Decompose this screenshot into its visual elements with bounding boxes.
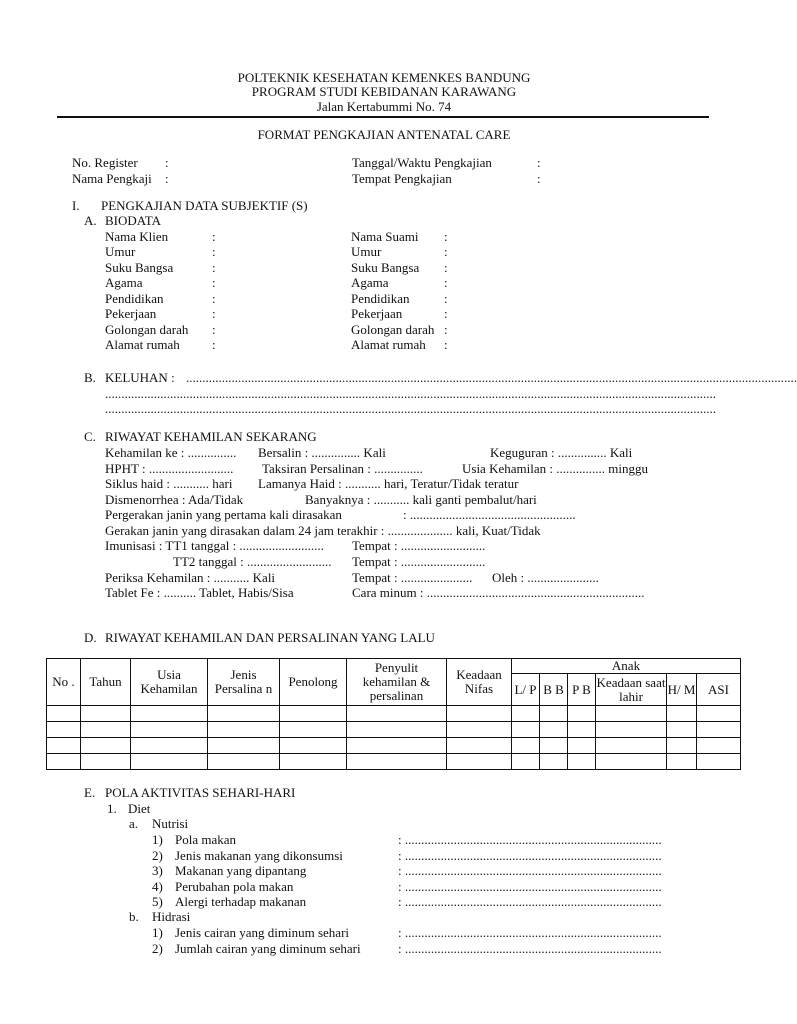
- table-row: [47, 754, 741, 770]
- list-item-fill: : ...............................................................................: [398, 925, 662, 940]
- table-cell: [81, 722, 131, 738]
- biodata-label-klien: Nama Klien: [105, 229, 169, 244]
- list-item-label: Alergi terhadap makanan: [175, 894, 307, 909]
- diet-number: 1.: [107, 801, 117, 816]
- list-item-number: 2): [152, 847, 163, 863]
- table-cell: [280, 706, 347, 722]
- col-pb: P B: [568, 674, 596, 706]
- keluhan-dots: ............................................................................................................................................................................................: [105, 401, 716, 416]
- pola-aktivitas-title: POLA AKTIVITAS SEHARI-HARI: [105, 785, 296, 800]
- no-register-label: No. Register: [72, 155, 138, 170]
- table-cell: [596, 754, 667, 770]
- col-jenis-persalinan: Jenis Persalina n: [208, 659, 280, 706]
- table-cell: [47, 738, 81, 754]
- biodata-label-klien: Suku Bangsa: [105, 260, 174, 275]
- subsection-letter: A.: [84, 213, 97, 228]
- table-cell: [697, 706, 741, 722]
- biodata-label-klien: Umur: [105, 244, 136, 259]
- institution-name: POLTEKNIK KESEHATAN KEMENKES BANDUNG: [237, 70, 531, 85]
- col-bb: B B: [540, 674, 568, 706]
- table-cell: [280, 754, 347, 770]
- table-cell: [47, 722, 81, 738]
- table-cell: [540, 738, 568, 754]
- table-cell: [667, 738, 697, 754]
- biodata-label-klien: Pendidikan: [105, 291, 164, 306]
- list-item-number: 4): [152, 878, 163, 894]
- riwayat-lalu-table: [46, 658, 741, 770]
- kehamilan-ke: Kehamilan ke : ...............: [105, 445, 237, 460]
- list-item-label: Jenis makanan yang dikonsumsi: [175, 847, 343, 863]
- colon: :: [212, 322, 216, 337]
- table-cell: [447, 706, 512, 722]
- list-item-number: 1): [152, 925, 163, 940]
- col-keadaan-lahir: Keadaan saat lahir: [596, 674, 666, 704]
- col-tahun: Tahun: [81, 659, 131, 706]
- institution-address: Jalan Kertabummi No. 74: [316, 99, 452, 114]
- list-item-number: 2): [152, 940, 163, 956]
- table-cell: [512, 754, 540, 770]
- table-cell: [697, 754, 741, 770]
- table-cell: [131, 722, 208, 738]
- dismenorrhea: Dismenorrhea : Ada/Tidak: [105, 492, 244, 507]
- nama-pengkaji-label: Nama Pengkaji: [72, 171, 152, 186]
- table-cell: [697, 722, 741, 738]
- gerakan-janin: Gerakan janin yang dirasakan dalam 24 jam terakhir : .................... kali, Kuat/Tidak: [105, 523, 541, 538]
- colon: :: [444, 337, 448, 352]
- form-title: FORMAT PENGKAJIAN ANTENATAL CARE: [257, 127, 511, 142]
- list-item-number: 1): [152, 832, 163, 847]
- colon: :: [444, 306, 448, 321]
- hpht: HPHT : ..........................: [105, 461, 234, 476]
- colon: :: [444, 244, 448, 259]
- keguguran: Keguguran : ............... Kali: [490, 445, 633, 460]
- tempat-tt1: Tempat : ..........................: [352, 538, 486, 553]
- col-anak: Anak: [512, 659, 741, 674]
- colon: :: [212, 260, 216, 275]
- hidrasi-label: Hidrasi: [152, 909, 191, 924]
- col-lp: L/ P: [512, 674, 540, 706]
- biodata-label-suami: Golongan darah: [351, 322, 435, 337]
- colon: :: [212, 337, 216, 352]
- list-item-fill: : ...............................................................................: [398, 863, 662, 878]
- section-title: PENGKAJIAN DATA SUBJEKTIF (S): [101, 198, 308, 213]
- colon: :: [212, 229, 216, 244]
- table-cell: [596, 706, 667, 722]
- table-cell: [47, 754, 81, 770]
- table-cell: [81, 706, 131, 722]
- colon: :: [444, 275, 448, 290]
- table-body: [47, 706, 741, 770]
- table-cell: [596, 738, 667, 754]
- header-divider: [57, 116, 709, 118]
- list-item-label: Perubahan pola makan: [175, 878, 294, 894]
- biodata-label-suami: Agama: [351, 275, 389, 290]
- table-cell: [280, 722, 347, 738]
- table-row: [47, 706, 741, 722]
- table-cell: [512, 706, 540, 722]
- table-cell: [568, 754, 596, 770]
- list-item-fill: : ...............................................................................: [398, 847, 662, 863]
- table-cell: [667, 722, 697, 738]
- colon: :: [212, 291, 216, 306]
- list-item-fill: : ...............................................................................: [398, 894, 662, 909]
- banyaknya: Banyaknya : ........... kali ganti pembalut/hari: [305, 492, 537, 507]
- keluhan-dots: ............................................................................................................................................................................................: [186, 370, 797, 385]
- table-cell: [131, 754, 208, 770]
- table-cell: [208, 706, 280, 722]
- biodata-label-klien: Pekerjaan: [105, 306, 157, 321]
- col-hm: H/ M: [667, 674, 697, 706]
- table-cell: [347, 706, 447, 722]
- imunisasi-tt2: TT2 tanggal : ..........................: [173, 554, 332, 569]
- lamanya-haid: Lamanya Haid : ........... hari, Teratur/Tidak teratur: [258, 476, 519, 491]
- imunisasi-tt1: Imunisasi : TT1 tanggal : ..........................: [105, 538, 324, 553]
- usia-kehamilan: Usia Kehamilan : ............... minggu: [462, 461, 648, 476]
- table-cell: [447, 738, 512, 754]
- col-keadaan-nifas: Keadaan Nifas: [447, 659, 512, 706]
- biodata-label-suami: Umur: [351, 244, 382, 259]
- list-item-number: 3): [152, 863, 163, 878]
- colon: :: [212, 275, 216, 290]
- table-cell: [347, 754, 447, 770]
- colon: :: [537, 155, 541, 170]
- biodata-label-klien: Golongan darah: [105, 322, 189, 337]
- subsection-letter: D.: [84, 630, 97, 645]
- bersalin: Bersalin : ............... Kali: [258, 445, 386, 460]
- pergerakan-janin-value: : ...................................................: [403, 507, 576, 522]
- table-cell: [540, 754, 568, 770]
- hidrasi-letter: b.: [129, 909, 139, 924]
- diet-label: Diet: [128, 801, 151, 816]
- colon: :: [537, 171, 541, 186]
- table-cell: [568, 722, 596, 738]
- program-name: PROGRAM STUDI KEBIDANAN KARAWANG: [251, 84, 517, 99]
- biodata-label-klien: Alamat rumah: [105, 337, 180, 352]
- biodata-label-suami: Suku Bangsa: [351, 260, 420, 275]
- nutrisi-letter: a.: [129, 816, 139, 831]
- siklus-haid: Siklus haid : ........... hari: [105, 476, 233, 491]
- list-item-fill: : ...............................................................................: [398, 940, 662, 956]
- table-cell: [568, 738, 596, 754]
- col-no: No .: [47, 659, 81, 706]
- table-cell: [208, 722, 280, 738]
- table-cell: [208, 738, 280, 754]
- periksa-kehamilan: Periksa Kehamilan : ........... Kali: [105, 570, 276, 585]
- col-penolong: Penolong: [280, 659, 347, 706]
- tempat-periksa: Tempat : ......................: [352, 570, 473, 585]
- table-cell: [131, 706, 208, 722]
- keluhan-title: KELUHAN :: [105, 370, 175, 385]
- colon: :: [444, 322, 448, 337]
- col-penyulit: Penyulit kehamilan & persalinan: [347, 659, 447, 706]
- tempat-pengkajian-label: Tempat Pengkajian: [352, 171, 452, 186]
- table-cell: [208, 754, 280, 770]
- colon: :: [165, 155, 169, 170]
- colon: :: [444, 229, 448, 244]
- table-cell: [512, 722, 540, 738]
- nutrisi-label: Nutrisi: [152, 816, 189, 831]
- list-item-label: Jenis cairan yang diminum sehari: [175, 925, 350, 940]
- subsection-letter: B.: [84, 370, 96, 385]
- list-item-fill: : ...............................................................................: [398, 832, 662, 847]
- table-row: [47, 738, 741, 754]
- table-cell: [347, 738, 447, 754]
- section-number: I.: [72, 198, 80, 213]
- biodata-title: BIODATA: [105, 213, 162, 228]
- tablet-fe: Tablet Fe : .......... Tablet, Habis/Sisa: [105, 585, 294, 600]
- table-header-row: [47, 659, 741, 674]
- list-item-fill: : ...............................................................................: [398, 878, 662, 894]
- table-cell: [447, 754, 512, 770]
- riwayat-lalu-title: RIWAYAT KEHAMILAN DAN PERSALINAN YANG LALU: [105, 630, 435, 645]
- col-asi: ASI: [697, 674, 741, 706]
- oleh: Oleh : ......................: [492, 570, 599, 585]
- colon: :: [212, 306, 216, 321]
- tanggal-waktu-label: Tanggal/Waktu Pengkajian: [352, 155, 492, 170]
- table-cell: [81, 738, 131, 754]
- pergerakan-janin: Pergerakan janin yang pertama kali dirasakan: [105, 507, 342, 522]
- table-cell: [540, 722, 568, 738]
- biodata-label-klien: Agama: [105, 275, 143, 290]
- subsection-letter: E.: [84, 785, 96, 800]
- table-cell: [47, 706, 81, 722]
- riwayat-sekarang-title: RIWAYAT KEHAMILAN SEKARANG: [105, 429, 317, 444]
- biodata-label-suami: Nama Suami: [351, 229, 419, 244]
- table-cell: [667, 754, 697, 770]
- table-cell: [667, 706, 697, 722]
- tempat-tt2: Tempat : ..........................: [352, 554, 486, 569]
- biodata-label-suami: Alamat rumah: [351, 337, 426, 352]
- table-cell: [280, 738, 347, 754]
- table-cell: [512, 738, 540, 754]
- list-item-label: Jumlah cairan yang diminum sehari: [175, 940, 361, 956]
- colon: :: [212, 244, 216, 259]
- table-cell: [568, 706, 596, 722]
- list-item-number: 5): [152, 894, 163, 909]
- table-cell: [540, 706, 568, 722]
- subsection-letter: C.: [84, 429, 96, 444]
- list-item-label: Pola makan: [175, 832, 237, 847]
- table-cell: [131, 738, 208, 754]
- table-cell: [81, 754, 131, 770]
- biodata-label-suami: Pekerjaan: [351, 306, 403, 321]
- table-cell: [347, 722, 447, 738]
- keluhan-dots: ............................................................................................................................................................................................: [105, 386, 716, 401]
- taksiran-persalinan: Taksiran Persalinan : ...............: [262, 461, 423, 476]
- cara-minum: Cara minum : ...................................................................: [352, 585, 645, 600]
- list-item-label: Makanan yang dipantang: [175, 863, 307, 878]
- colon: :: [165, 171, 169, 186]
- table-row: [47, 722, 741, 738]
- col-usia-kehamilan: Usia Kehamilan: [131, 659, 208, 706]
- table-cell: [697, 738, 741, 754]
- biodata-label-suami: Pendidikan: [351, 291, 410, 306]
- colon: :: [444, 291, 448, 306]
- table-cell: [596, 722, 667, 738]
- colon: :: [444, 260, 448, 275]
- table-cell: [447, 722, 512, 738]
